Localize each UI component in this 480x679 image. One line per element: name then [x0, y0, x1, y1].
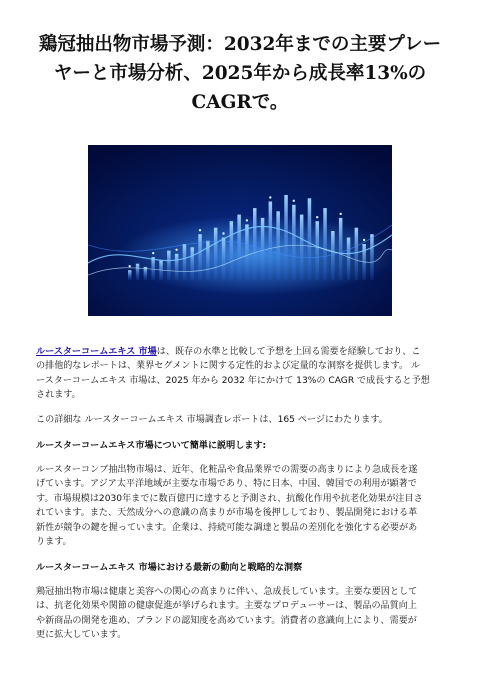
- section2-line: や新商品の開発を進め、ブランドの認知度を高めています。消費者の意識向上により、需要が: [36, 615, 417, 626]
- section2-heading: [36, 561, 446, 575]
- intro-line-2: の排他的なレポートは、業界セグメントに関する定性的および定量的な洞察を提供します。 ル: [36, 361, 421, 372]
- section1-line: ります。: [36, 537, 72, 548]
- hero-dot: [269, 196, 271, 198]
- section1-line: れています。また、天然成分への意識の高まりが市場を後押ししており、製品開発における革: [36, 508, 418, 519]
- hero-dot: [199, 229, 201, 231]
- hero-bar: [183, 244, 187, 280]
- hero-dot: [129, 265, 131, 267]
- section2-heading-text: ルースターコームエキス 市場における最新の動向と戦略的な洞察: [36, 563, 303, 573]
- hero-bar: [237, 215, 241, 280]
- hero-bar: [222, 238, 226, 281]
- title-line-1: 鶏冠抽出物市場予測：2032年までの主要プレー: [38, 34, 442, 55]
- hero-bar: [214, 228, 218, 280]
- hero-bar: [355, 228, 359, 280]
- section1-line: ルースターコンブ抽出物市場は、近年、化粧品や食品業界での需要の高まりにより急成長を遂: [36, 465, 418, 475]
- title-line-2: ヤーと市場分析、2025年から成長率13%の: [53, 63, 427, 84]
- hero-bar: [323, 208, 327, 280]
- hero-bar: [253, 208, 257, 280]
- hero-bar: [198, 234, 202, 280]
- title-line-3: CAGRで。: [191, 92, 289, 113]
- hero-market-chart-image: [88, 145, 392, 316]
- hero-bar: [370, 234, 374, 280]
- hero-bar: [128, 270, 132, 280]
- section1-heading-text: ルースターコームエキス市場について簡単に説明します:: [36, 441, 267, 451]
- hero-bar: [245, 224, 249, 280]
- intro-line-1-rest: は、既存の水準と比較して予想を上回る需要を経験しており、こ: [156, 347, 421, 357]
- hero-bar: [300, 215, 304, 280]
- hero-dot: [222, 232, 224, 234]
- hero-bar: [292, 205, 296, 280]
- section2-line: 鶏冠抽出物市場は健康と美容への関心の高まりに伴い、急成長しています。主要な要因として: [36, 587, 418, 597]
- hero-dot: [363, 239, 365, 241]
- report-note: [36, 413, 446, 427]
- section1-line: す。市場規模は2030年までに数百億円に達すると予測され、抗酸化作用や抗老化効果が注目さ: [36, 493, 423, 504]
- hero-bar: [284, 195, 288, 280]
- hero-dot: [152, 252, 154, 254]
- hero-bar: [347, 238, 351, 281]
- intro-line-3: ースターコームエキス 市場は、2025 年から 2032 年にかけて 13%の CAGR で成長すると予想: [36, 375, 430, 386]
- section2-line: は、抗老化効果や関節の健康促進が挙げられます。主要なプロデューサーは、製品の品質向上: [36, 601, 417, 612]
- hero-bar: [269, 202, 273, 281]
- hero-dot: [293, 200, 295, 202]
- hero-bar: [175, 254, 179, 280]
- page-title: [24, 30, 456, 117]
- hero-bar: [339, 218, 343, 280]
- hero-bar: [136, 264, 140, 280]
- hero-bar: [191, 247, 195, 280]
- section1-paragraph: [36, 463, 446, 549]
- hero-bar: [316, 221, 320, 280]
- section1-line: げています。アジア太平洋地域が主要な市場であり、特に日本、中国、韓国での利用が顕著で: [36, 479, 417, 490]
- hero-dot: [246, 219, 248, 221]
- hero-dot: [316, 216, 318, 218]
- hero-bar: [151, 257, 155, 280]
- section1-line: 新性が競争の鍵を握っています。企業は、持続可能な調達と製品の差別化を強化する必要があ: [36, 522, 418, 533]
- hero-bar: [308, 198, 312, 280]
- intro-line-4: されます。: [36, 390, 81, 401]
- report-note-text: この詳細な ルースターコームエキス 市場調査レポートは、165 ページにわたります。: [36, 415, 388, 425]
- intro-line-1: [36, 345, 446, 359]
- hero-dot: [340, 213, 342, 215]
- hero-bar: [230, 221, 234, 280]
- hero-bar: [331, 231, 335, 280]
- section2-line: 更に拡大しています。: [36, 630, 127, 641]
- section2-paragraph: [36, 585, 446, 643]
- section1-heading: [36, 439, 446, 453]
- hero-bar: [167, 251, 171, 280]
- hero-bar: [276, 211, 280, 280]
- intro-paragraph: [36, 345, 446, 403]
- hero-dot: [175, 249, 177, 251]
- market-link[interactable]: ルースターコームエキス 市場: [36, 347, 157, 357]
